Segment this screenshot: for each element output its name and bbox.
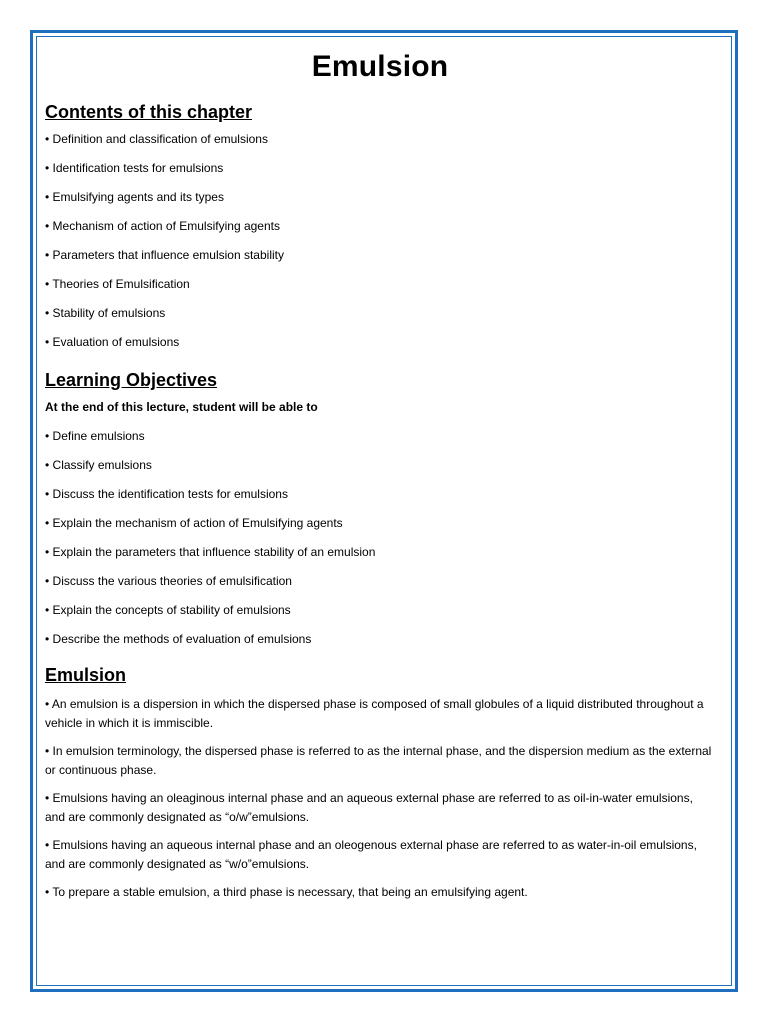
paragraph: • To prepare a stable emulsion, a third phase is necessary, that being an emulsifying agent. (45, 885, 528, 899)
paragraph: • Emulsions having an aqueous internal phase and an oleogenous external phase are referred to as water-in-oil emulsions, and are commonly designated as “w/o”emulsions. (45, 838, 697, 871)
list-item: • Explain the mechanism of action of Emulsifying agents (45, 516, 343, 530)
paragraph: • Emulsions having an oleaginous internal phase and an aqueous external phase are referred to as oil-in-water emulsions, and are commonly designated as “o/w”emulsions. (45, 791, 693, 824)
list-item: • Explain the parameters that influence stability of an emulsion (45, 545, 376, 559)
document-body (45, 50, 715, 911)
paragraph: • An emulsion is a dispersion in which the dispersed phase is composed of small globules of a liquid distributed throughout a vehicle in which it is immiscible. (45, 697, 704, 730)
objectives-section (45, 368, 715, 661)
list-item: • Classify emulsions (45, 458, 152, 472)
paragraph: • In emulsion terminology, the dispersed phase is referred to as the internal phase, and the dispersion medium as the external or continuous phase. (45, 744, 712, 777)
list-item: • Mechanism of action of Emulsifying agents (45, 219, 280, 233)
list-item: • Describe the methods of evaluation of emulsions (45, 632, 312, 646)
list-item: • Discuss the various theories of emulsification (45, 574, 292, 588)
list-item: • Evaluation of emulsions (45, 335, 180, 349)
objectives-heading: Learning Objectives (45, 370, 218, 390)
list-item: • Explain the concepts of stability of emulsions (45, 603, 291, 617)
list-item: • Parameters that influence emulsion stability (45, 248, 284, 262)
contents-list (45, 132, 715, 364)
emulsion-heading: Emulsion (45, 665, 127, 685)
list-item: • Define emulsions (45, 429, 145, 443)
contents-section (45, 100, 715, 364)
contents-heading: Contents of this chapter (45, 102, 253, 122)
list-item: • Definition and classification of emulsions (45, 132, 268, 146)
page-title: Emulsion (311, 50, 449, 83)
list-item: • Discuss the identification tests for emulsions (45, 487, 288, 501)
list-item: • Identification tests for emulsions (45, 161, 224, 175)
objectives-lead: At the end of this lecture, student will be able to (45, 400, 318, 414)
list-item: • Emulsifying agents and its types (45, 190, 224, 204)
list-item: • Theories of Emulsification (45, 277, 190, 291)
emulsion-section (45, 663, 715, 902)
list-item: • Stability of emulsions (45, 306, 166, 320)
objectives-list (45, 429, 715, 661)
